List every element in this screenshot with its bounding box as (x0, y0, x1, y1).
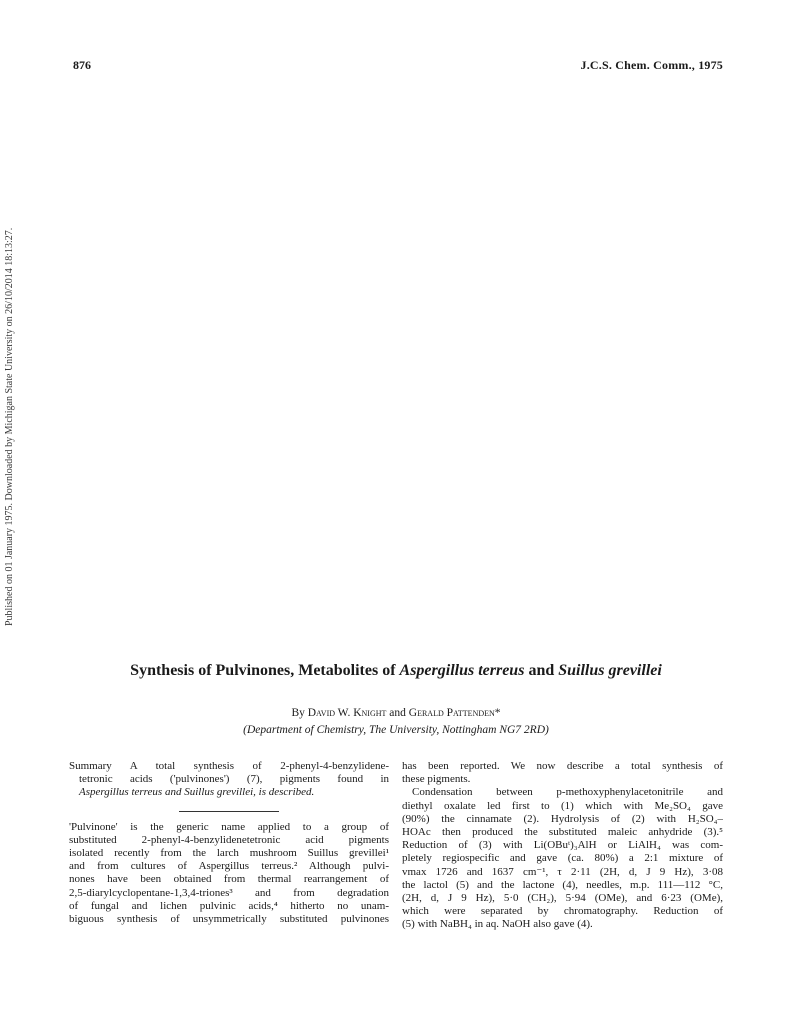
summary-line: Aspergillus terreus and Suillus grevillei, is described. (79, 786, 315, 799)
summary-divider (179, 811, 279, 812)
affiliation: (Department of Chemistry, The University, Nottingham NG7 2RD) (243, 724, 549, 736)
article-title (0, 662, 792, 680)
body-line: nones have been obtained from thermal rearrangement of (69, 873, 389, 886)
title-species-1: Aspergillus terreus (399, 662, 525, 679)
authors-by: By (291, 707, 308, 719)
left-column (69, 760, 389, 926)
title-species-2: Suillus grevillei (558, 662, 662, 679)
title-prefix: Synthesis of Pulvinones, Metabolites of (130, 662, 400, 679)
body-line: of fungal and lichen pulvinic acids,⁴ hitherto no unam- (69, 899, 389, 912)
journal-header: J.C.S. Chem. Comm., 1975 (580, 58, 723, 72)
body-line: 2,5-diarylcyclopentane-1,3,4-triones³ and from degradation (69, 886, 389, 899)
title-and: and (524, 662, 559, 679)
right-column (402, 760, 723, 932)
body-line: (90%) the cinnamate (2). Hydrolysis of (2) with H₂SO₄– (402, 812, 723, 825)
body-line: pletely regiospecific and gave (ca. 80%) a 2:1 mixture of (402, 852, 723, 865)
author-1: David W. Knight (307, 707, 387, 719)
author-2: Gerald Pattenden* (408, 707, 501, 719)
body-line: 'Pulvinone' is the generic name applied to a group of (69, 820, 389, 833)
body-line: HOAc then produced the substituted maleic anhydride (3).⁵ (402, 826, 723, 839)
body-line: isolated recently from the larch mushroom Suillus grevillei¹ (69, 847, 389, 860)
body-line: substituted 2-phenyl-4-benzylidenetetronic acid pigments (69, 833, 389, 846)
body-line: the lactol (5) and the lactone (4), needles, m.p. 111—112 °C, (402, 878, 723, 891)
body-line: Reduction of (3) with Li(OBuᵗ)₃AlH or LiAlH₄ was com- (402, 839, 723, 852)
summary-line: Summary A total synthesis of 2-phenyl-4-benzylidene- (69, 760, 389, 772)
body-line: has been reported. We now describe a total synthesis of (402, 760, 723, 772)
authors (0, 707, 792, 719)
body-line: biguous synthesis of unsymmetrically substituted pulvinones (69, 913, 389, 926)
body-line: and from cultures of Aspergillus terreus.² Although pulvi- (69, 860, 389, 873)
authors-and: and (386, 707, 409, 719)
body-line: which were separated by chromatography. Reduction of (402, 905, 723, 918)
body-line: vmax 1726 and 1637 cm⁻¹, τ 2·11 (2H, d, J 9 Hz), 3·08 (402, 865, 723, 878)
page-number: 876 (73, 58, 91, 72)
summary-line: tetronic acids ('pulvinones') (7), pigments found in (79, 773, 389, 786)
download-watermark: Published on 01 January 1975. Downloaded by Michigan State University on 26/10/2014 18:13:27. (4, 227, 15, 626)
body-line: these pigments. (402, 773, 471, 786)
body-line: diethyl oxalate led first to (1) which with Me₂SO₄ gave (402, 799, 723, 812)
body-line: (2H, d, J 9 Hz), 5·0 (CH₂), 5·94 (OMe), and 6·23 (OMe), (402, 892, 723, 905)
body-line: (5) with NaBH₄ in aq. NaOH also gave (4). (402, 918, 593, 931)
body-line: Condensation between p-methoxyphenylacetonitrile and (412, 786, 723, 799)
